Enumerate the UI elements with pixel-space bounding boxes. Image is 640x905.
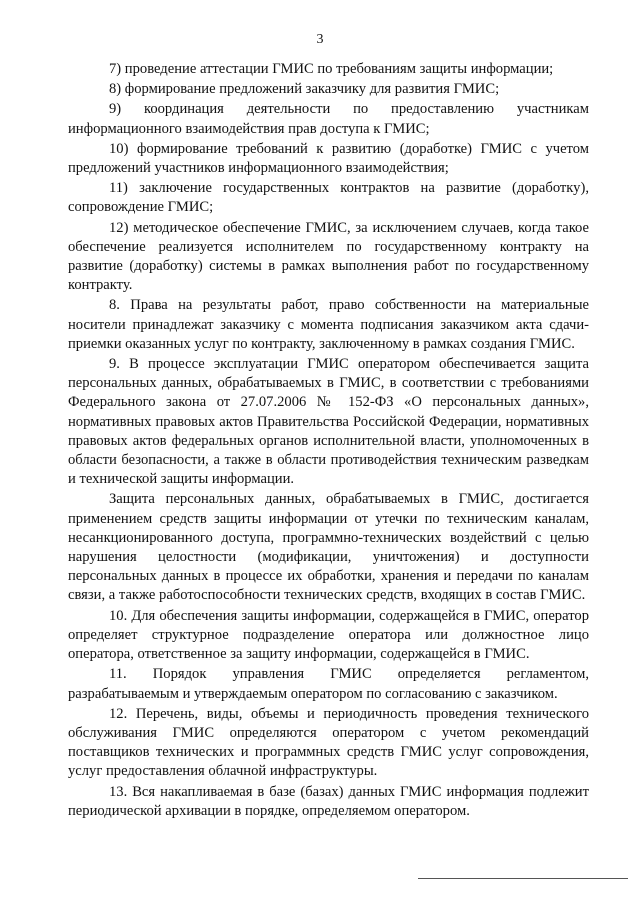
list-item-8: 8) формирование предложений заказчику для развития ГМИС;	[109, 81, 500, 98]
footer-rule	[418, 878, 628, 879]
list-item-10: 10) формирование требований к развитию (доработке) ГМИС с учетом предложений участников информационного взаимодействия;	[68, 140, 589, 177]
clause-12: 12. Перечень, виды, объемы и периодичность проведения технического обслуживания ГМИС определяются оператором с учетом рекомендаций поставщиков технических и программных средств ГМИС услуг сопровождения, услуг предоставления облачной инфраструктуры.	[68, 705, 589, 780]
clause-9: 9. В процессе эксплуатации ГМИС оператором обеспечивается защита персональных данных, обрабатываемых в ГМИС, в соответствии с требованиями Федерального закона от 27.07.2006 № 152-ФЗ «О персональных данных», нормативных правовых актов Правительства Российской Федерации, нормативных правовых актов федеральных органов исполнительной власти, уполномоченных в области безопасности, а также в области противодействия техническим разведкам и технической защиты информации.	[68, 356, 589, 488]
clause-9-paragraph-2: Защита персональных данных, обрабатываемых в ГМИС, достигается применением средств защиты информации от утечки по техническим каналам, несанкционированного доступа, программно-технических воздействий с целью нарушения целостности (модификации, уничтожения) и доступности персональных данных в процессе их обработки, хранения и передачи по каналам связи, а также работоспособности технических средств, входящих в состав ГМИС.	[68, 491, 589, 604]
clause-11: 11. Порядок управления ГМИС определяется регламентом, разрабатываемым и утверждаемым оператором по согласованию с заказчиком.	[68, 666, 589, 702]
page-number: 3	[316, 32, 324, 47]
list-item-11: 11) заключение государственных контрактов на развитие (доработку), сопровождение ГМИС;	[68, 180, 589, 216]
clause-10: 10. Для обеспечения защиты информации, содержащейся в ГМИС, оператор определяет структурное подразделение оператора или должностное лицо оператора, ответственное за защиту информации, содержащейся в ГМИС.	[68, 607, 589, 663]
clause-13: 13. Вся накапливаемая в базе (базах) данных ГМИС информация подлежит периодической архивации в порядке, определяемом оператором.	[68, 783, 589, 819]
document-body	[68, 60, 589, 822]
list-item-9: 9) координация деятельности по предоставлению участникам информационного взаимодействия прав доступа к ГМИС;	[68, 101, 589, 137]
list-item-7: 7) проведение аттестации ГМИС по требованиям защиты информации;	[109, 61, 554, 77]
clause-8: 8. Права на результаты работ, право собственности на материальные носители принадлежат заказчику с момента подписания заказчиком акта сдачи-приемки оказанных услуг по контракту, заключенному в рамках создания ГМИС.	[68, 297, 589, 352]
list-item-12: 12) методическое обеспечение ГМИС, за исключением случаев, когда такое обеспечение реализуется исполнителем по государственному контракту на развитие (доработку) системы в рамках выполнения работ по государственному контракту.	[68, 219, 589, 294]
